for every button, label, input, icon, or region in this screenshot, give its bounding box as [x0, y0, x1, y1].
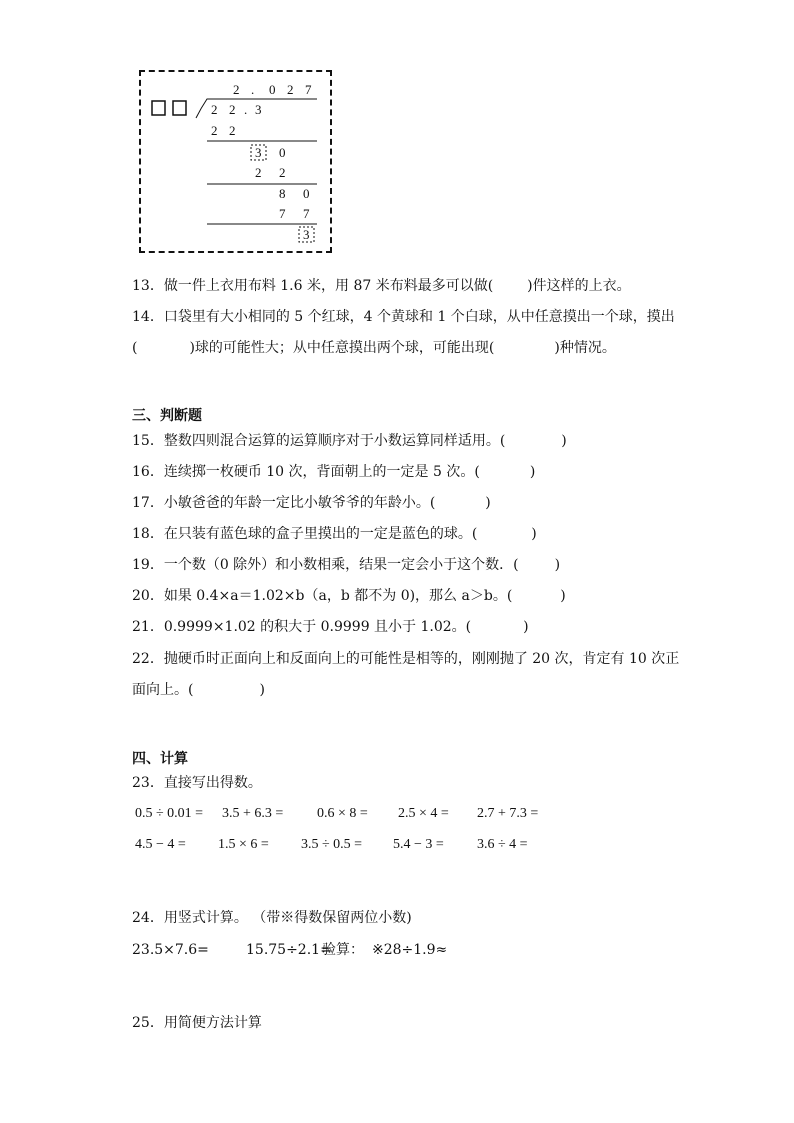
question-number: 18．	[132, 526, 164, 542]
question-text: )种情况。	[554, 340, 616, 356]
question-number: 14．	[132, 309, 164, 325]
work-digit: 7	[303, 206, 310, 221]
question-text: )球的可能性大；从中任意摸出两个球，可能出现(	[189, 340, 495, 356]
vertical-calc-item: ※28÷1.9≈	[372, 942, 448, 958]
question-14-line-2	[132, 339, 616, 357]
question-text: 一个数（0 除外）和小数相乘，结果一定会小于这个数．(	[163, 557, 519, 573]
question-23	[132, 774, 262, 792]
oral-calc-item: 1.5 × 6 =	[218, 837, 269, 852]
check-label: 验算：	[322, 942, 364, 958]
work-digit: 2	[279, 165, 286, 180]
question-number: 15．	[132, 433, 164, 449]
divisor-blank-box-2	[173, 101, 186, 115]
question-21	[132, 618, 529, 636]
work-digit: 2	[229, 123, 236, 138]
paren-close: )	[259, 682, 265, 698]
quotient-digit: 0	[269, 82, 276, 97]
dividend-digit: 2	[211, 102, 218, 117]
question-text: 抛硬币时正面向上和反面向上的可能性是相等的，刚刚抛了 20 次，肯定有 10 次正	[163, 651, 680, 667]
work-digit: 3	[255, 145, 262, 160]
question-number: 19．	[132, 557, 164, 573]
work-digit: 3	[303, 227, 310, 242]
question-19	[132, 556, 560, 574]
paren-close: )	[560, 588, 566, 604]
oral-calc-item: 2.5 × 4 =	[398, 806, 449, 821]
question-text: 连续掷一枚硬币 10 次，背面朝上的一定是 5 次。(	[163, 464, 480, 480]
section-title-calculation: 四、计算	[132, 751, 188, 767]
paren-close: )	[561, 433, 567, 449]
paren-open: (	[132, 340, 138, 356]
question-text: 0.9999×1.02 的积大于 0.9999 且小于 1.02。(	[163, 619, 472, 635]
vertical-calc-item: 15.75÷2.1=	[246, 942, 332, 958]
dividend-digit: 2	[229, 102, 236, 117]
question-number: 23．	[132, 775, 164, 791]
long-division-diagram	[141, 72, 330, 251]
section-title-judgement: 三、判断题	[132, 408, 202, 424]
question-number: 16．	[132, 464, 164, 480]
question-number: 22．	[132, 651, 164, 667]
oral-calc-item: 4.5 − 4 =	[135, 837, 186, 852]
question-20	[132, 587, 566, 605]
question-15	[132, 432, 567, 450]
oral-calc-item: 3.5 ÷ 0.5 =	[301, 837, 363, 852]
question-number: 25．	[132, 1015, 164, 1031]
oral-calc-item: 0.5 ÷ 0.01 =	[135, 806, 204, 821]
question-number: 13．	[132, 278, 164, 294]
question-number: 17．	[132, 495, 164, 511]
question-text: )件这样的上衣。	[527, 278, 631, 294]
divisor-blank-box-1	[152, 101, 165, 115]
question-text: 口袋里有大小相同的 5 个红球，4 个黄球和 1 个白球，从中任意摸出一个球，摸出	[163, 309, 675, 325]
work-digit: 0	[303, 186, 310, 201]
question-22-line-2	[132, 681, 265, 699]
work-digit: 2	[255, 165, 262, 180]
paren-close: )	[523, 619, 529, 635]
question-number: 21．	[132, 619, 164, 635]
quotient-digit: 7	[305, 82, 312, 97]
question-13	[132, 277, 631, 295]
question-text: 小敏爸爸的年龄一定比小敏爷爷的年龄小。(	[163, 495, 436, 511]
quotient-digit: 2	[233, 82, 240, 97]
quotient-digit: .	[251, 82, 255, 97]
question-16	[132, 463, 535, 481]
question-18	[132, 525, 537, 543]
question-17	[132, 494, 491, 512]
question-text: 如果 0.4×a＝1.02×b（a，b 都不为 0)，那么 a＞b。(	[163, 588, 513, 604]
dividend-digit: 3	[255, 102, 262, 117]
paren-close: )	[485, 495, 491, 511]
dividend-digit: .	[244, 102, 248, 117]
question-text: 直接写出得数。	[163, 775, 262, 791]
work-digit: 8	[279, 186, 286, 201]
vertical-calc-item: 23.5×7.6=	[132, 942, 209, 958]
work-digit: 2	[211, 123, 218, 138]
question-number: 20．	[132, 588, 164, 604]
question-14	[132, 308, 675, 326]
division-figure	[139, 70, 332, 253]
quotient-digit: 2	[287, 82, 294, 97]
oral-calc-item: 3.5 + 6.3 =	[222, 806, 284, 821]
question-text: 用简便方法计算	[163, 1015, 262, 1031]
oral-calc-item: 2.7 + 7.3 =	[477, 806, 539, 821]
question-text: 用竖式计算。 （带※得数保留两位小数)	[163, 910, 412, 926]
question-text: 整数四则混合运算的运算顺序对于小数运算同样适用。(	[163, 433, 506, 449]
oral-calc-item: 3.6 ÷ 4 =	[477, 837, 528, 852]
question-22	[132, 650, 679, 668]
work-digit: 7	[279, 206, 286, 221]
work-digit: 0	[279, 145, 286, 160]
question-text: 面向上。(	[132, 682, 194, 698]
question-text: 在只装有蓝色球的盒子里摸出的一定是蓝色的球。(	[163, 526, 478, 542]
question-24	[132, 909, 412, 927]
question-text: 做一件上衣用布料 1.6 米，用 87 米布料最多可以做(	[163, 278, 494, 294]
question-number: 24．	[132, 910, 164, 926]
oral-calc-item: 0.6 × 8 =	[317, 806, 368, 821]
question-25	[132, 1014, 262, 1032]
paren-close: )	[554, 557, 561, 573]
paren-close: )	[529, 464, 536, 480]
paren-close: )	[531, 526, 537, 542]
oral-calc-item: 5.4 − 3 =	[393, 837, 444, 852]
